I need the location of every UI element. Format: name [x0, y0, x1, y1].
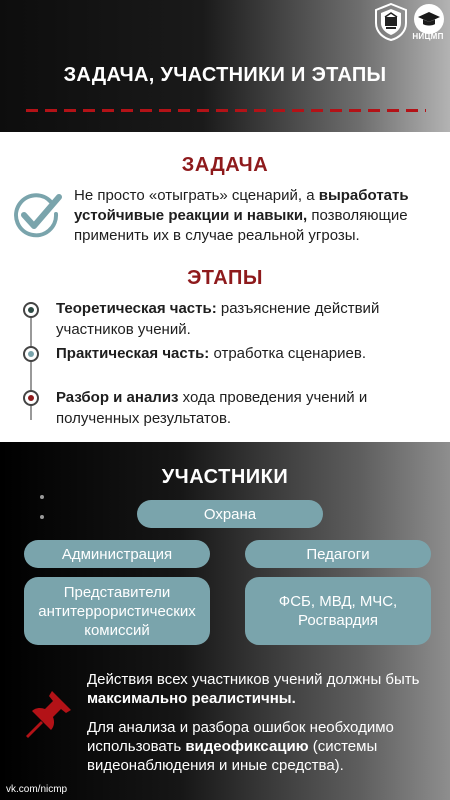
- stage-text: разъяснение действий участников учений.: [56, 300, 380, 338]
- participant-commissions: Представители антитеррористических комиссий: [24, 577, 210, 645]
- logo-text: НИЦМП: [412, 32, 444, 41]
- stage-marker: [23, 346, 39, 362]
- task-heading: ЗАДАЧА: [181, 154, 269, 176]
- note-text-bold: видеофиксацию: [185, 738, 309, 755]
- checkmark-circle-icon: [12, 193, 62, 239]
- participant-administration: Администрация: [24, 540, 210, 568]
- dashed-divider: [26, 109, 426, 112]
- stage-item: [56, 387, 441, 429]
- stages-heading: ЭТАПЫ: [187, 267, 263, 289]
- decor-dot: [40, 515, 44, 519]
- decor-dot: [40, 495, 44, 499]
- participant-teachers: Педагоги: [245, 540, 431, 568]
- stage-item: [56, 298, 441, 340]
- stage-item: [56, 343, 441, 364]
- note-realism: [87, 670, 437, 708]
- emblem-icon: [374, 3, 408, 41]
- pushpin-icon: [22, 688, 74, 740]
- stage-label: Практическая часть:: [56, 345, 210, 362]
- stage-marker: [23, 302, 39, 318]
- note-video: [87, 718, 437, 775]
- stage-marker-fill: [28, 351, 34, 357]
- stage-marker-fill: [28, 307, 34, 313]
- note-text-bold: максимально реалистичны.: [87, 690, 296, 707]
- header: [0, 0, 450, 132]
- stage-label: Теоретическая часть:: [56, 300, 217, 317]
- task-text-bold: выработать устойчивые реакции и навыки,: [74, 187, 409, 224]
- participant-agencies: ФСБ, МВД, МЧС, Росгвардия: [245, 577, 431, 645]
- stage-text: хода проведения учений и полученных результатов.: [56, 389, 368, 427]
- participants-heading: УЧАСТНИКИ: [161, 466, 289, 488]
- note-text: (системы видеонаблюдения и иные средства).: [87, 738, 378, 774]
- note-text: Действия всех участников учений должны быть: [87, 671, 420, 688]
- task-text-part: Не просто «отыграть» сценарий, а: [74, 187, 319, 204]
- footer-link[interactable]: vk.com/nicmp: [6, 784, 68, 795]
- participant-security: Охрана: [137, 500, 323, 528]
- stage-marker: [23, 390, 39, 406]
- task-text-part: позволяющие применить их в случае реальной угрозы.: [74, 207, 408, 244]
- stage-text: отработка сценариев.: [209, 345, 366, 362]
- graduation-cap-logo-icon: [413, 3, 445, 35]
- page-title: ЗАДАЧА, УЧАСТНИКИ И ЭТАПЫ: [63, 64, 387, 86]
- note-text: Для анализа и разбора ошибок необходимо использовать: [87, 719, 394, 755]
- stage-marker-fill: [28, 395, 34, 401]
- stage-label: Разбор и анализ: [56, 389, 179, 406]
- task-description: [74, 186, 444, 246]
